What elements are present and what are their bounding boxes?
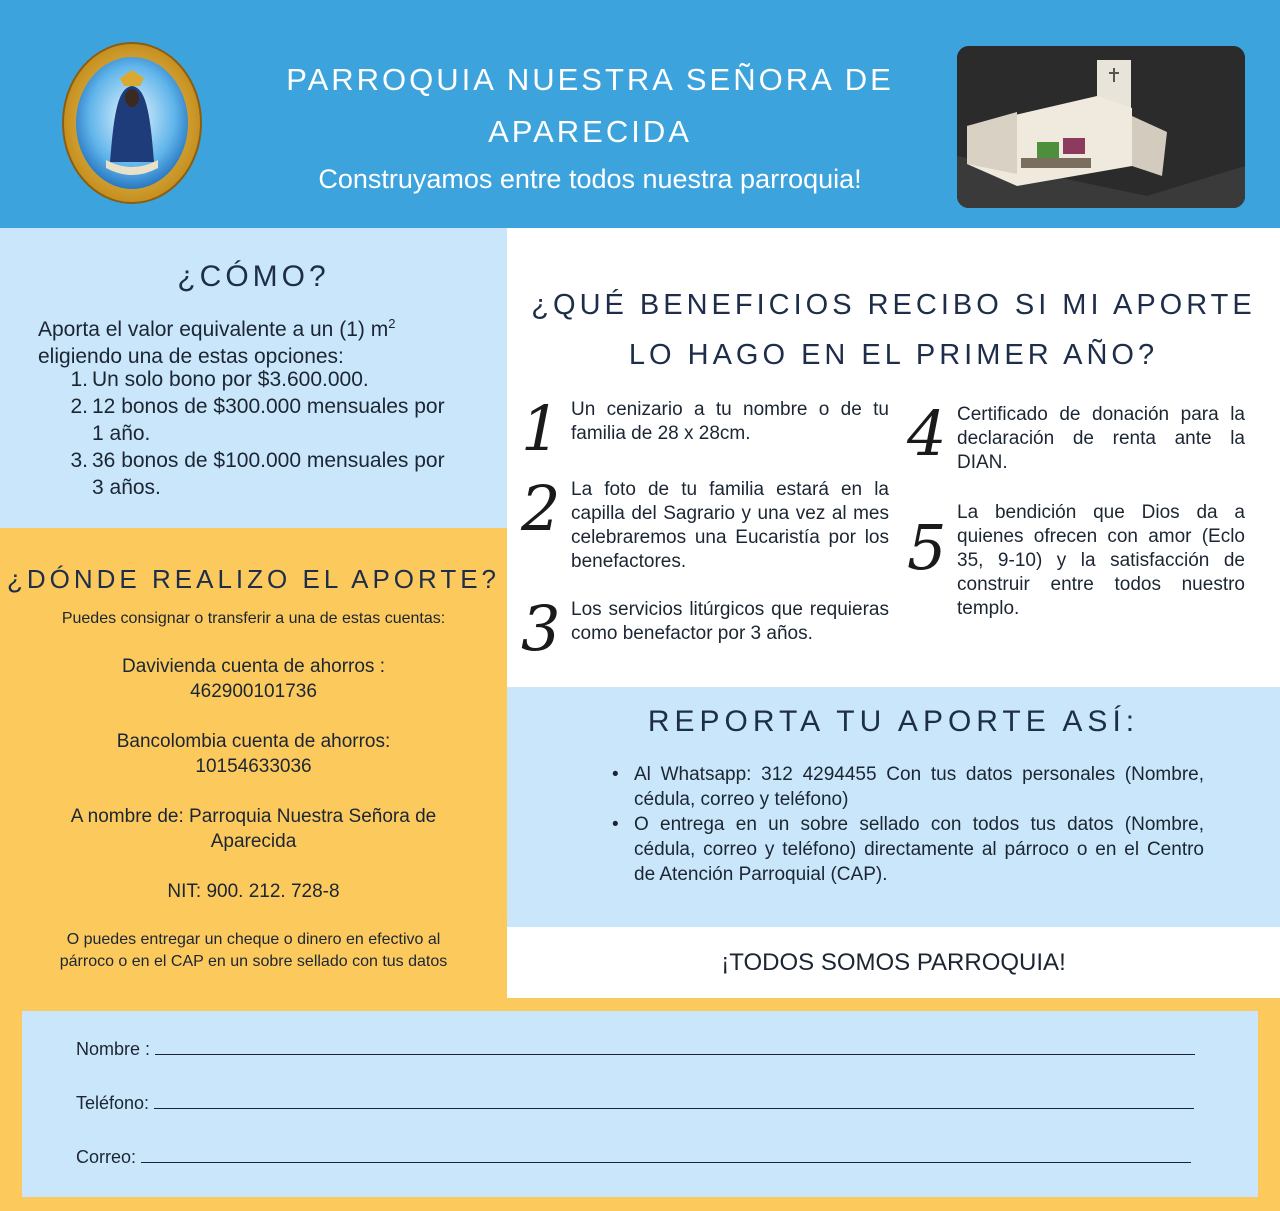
benefit-item [907, 397, 1245, 475]
donde-footer [0, 929, 507, 973]
correo-field[interactable] [76, 1147, 1191, 1168]
benefit-text: La foto de tu familia estará en la capilla del Sagrario y una vez al mes celebraremos una Eucaristía por los benefactores. [571, 479, 889, 572]
parish-title-line1: PARROQUIA NUESTRA SEÑORA DE [286, 62, 894, 97]
option-number: 2. [70, 395, 88, 418]
beneficios-title [507, 280, 1280, 380]
telefono-label: Teléfono: [76, 1093, 150, 1113]
como-intro-line1: Aporta el valor equivalente a un (1) m [38, 318, 389, 341]
list-item [62, 366, 482, 393]
list-item [612, 812, 1204, 887]
benefit-number: 1 [521, 392, 561, 465]
account-number: 462900101736 [190, 681, 317, 702]
contact-form [22, 1011, 1258, 1197]
option-text: 12 bonos de $300.000 mensuales por 1 año. [92, 395, 445, 445]
nombre-line[interactable] [155, 1041, 1195, 1055]
bancolombia-account [0, 729, 507, 779]
nombre-field[interactable] [76, 1039, 1195, 1060]
nit-number: NIT: 900. 212. 728-8 [167, 881, 340, 902]
nombre-label: Nombre : [76, 1039, 151, 1059]
account-number: 10154633036 [195, 756, 312, 777]
como-title: ¿CÓMO? [177, 260, 330, 293]
account-label: Davivienda cuenta de ahorros : [122, 656, 385, 677]
church-building-render [957, 46, 1245, 208]
reporta-item-text: O entrega en un sobre sellado con todos tus datos (Nombre, cédula, correo y teléfono) directamente al párroco o en el Centro de Atención Parroquial (CAP). [634, 814, 1204, 885]
benefit-text: Los servicios litúrgicos que requieras como benefactor por 3 años. [571, 599, 889, 644]
como-intro [38, 310, 478, 370]
parish-title [230, 54, 950, 158]
benefit-text: La bendición que Dios da a quienes ofrecen con amor (Eclo 35, 9-10) y la satisfacción de construir entre todos nuestro templo. [957, 502, 1245, 619]
bullet-icon: • [612, 764, 619, 785]
header-banner [0, 0, 1280, 228]
reporta-section [507, 687, 1280, 927]
benefit-number: 4 [907, 397, 947, 470]
todos-somos-parroquia: ¡TODOS SOMOS PARROQUIA! [507, 927, 1280, 998]
benefit-number: 2 [521, 472, 561, 545]
option-number: 1. [70, 368, 88, 391]
reporta-item-text: Al Whatsapp: 312 4294455 Con tus datos personales (Nombre, cédula, correo y teléfono) [634, 764, 1204, 810]
donde-footer-line2: párroco o en el CAP en un sobre sellado con tus datos [59, 953, 448, 970]
como-intro-line2: eligiendo una de estas opciones: [38, 345, 344, 368]
account-holder [0, 804, 507, 854]
beneficios-title-line2: LO HAGO EN EL PRIMER AÑO? [628, 339, 1159, 371]
donde-section [0, 528, 507, 998]
reporta-title: REPORTA TU APORTE ASÍ: [647, 705, 1140, 738]
donde-footer-line1: O puedes entregar un cheque o dinero en efectivo al [66, 931, 441, 948]
virgin-medallion-logo [62, 42, 202, 204]
benefit-number: 5 [907, 511, 947, 584]
parish-title-line2: APARECIDA [488, 114, 692, 149]
option-text: Un solo bono por $3.600.000. [92, 368, 369, 391]
benefit-item [521, 472, 889, 574]
donde-intro: Puedes consignar o transferir a una de estas cuentas: [61, 610, 446, 627]
benefit-item [907, 501, 1245, 621]
holder-line1: A nombre de: Parroquia Nuestra Señora de [70, 806, 437, 827]
list-item [62, 393, 482, 447]
beneficios-title-line1: ¿QUÉ BENEFICIOS RECIBO SI MI APORTE [531, 289, 1256, 321]
holder-line2: Aparecida [210, 831, 297, 852]
bullet-icon: • [612, 814, 619, 835]
account-label: Bancolombia cuenta de ahorros: [116, 731, 391, 752]
correo-line[interactable] [141, 1149, 1191, 1163]
list-item [612, 762, 1204, 812]
benefit-text: Certificado de donación para la declaración de renta ante la DIAN. [957, 404, 1245, 473]
telefono-line[interactable] [154, 1095, 1194, 1109]
list-item [62, 447, 482, 501]
beneficios-section [507, 228, 1280, 687]
como-section [0, 228, 507, 528]
como-intro-sup: 2 [388, 316, 396, 331]
parish-subtitle: Construyamos entre todos nuestra parroquia! [318, 164, 862, 194]
option-text: 36 bonos de $100.000 mensuales por 3 años. [92, 449, 445, 499]
reporta-list [612, 762, 1204, 887]
benefit-item [521, 592, 889, 665]
telefono-field[interactable] [76, 1093, 1194, 1114]
contact-form-frame [0, 998, 1280, 1211]
correo-label: Correo: [76, 1147, 137, 1167]
benefit-text: Un cenizario a tu nombre o de tu familia de 28 x 28cm. [571, 399, 889, 444]
como-options-list [62, 366, 482, 501]
option-number: 3. [70, 449, 88, 472]
donde-title: ¿DÓNDE REALIZO EL APORTE? [7, 564, 500, 594]
davivienda-account [0, 654, 507, 704]
benefit-number: 3 [521, 592, 561, 665]
benefit-item [521, 392, 889, 465]
